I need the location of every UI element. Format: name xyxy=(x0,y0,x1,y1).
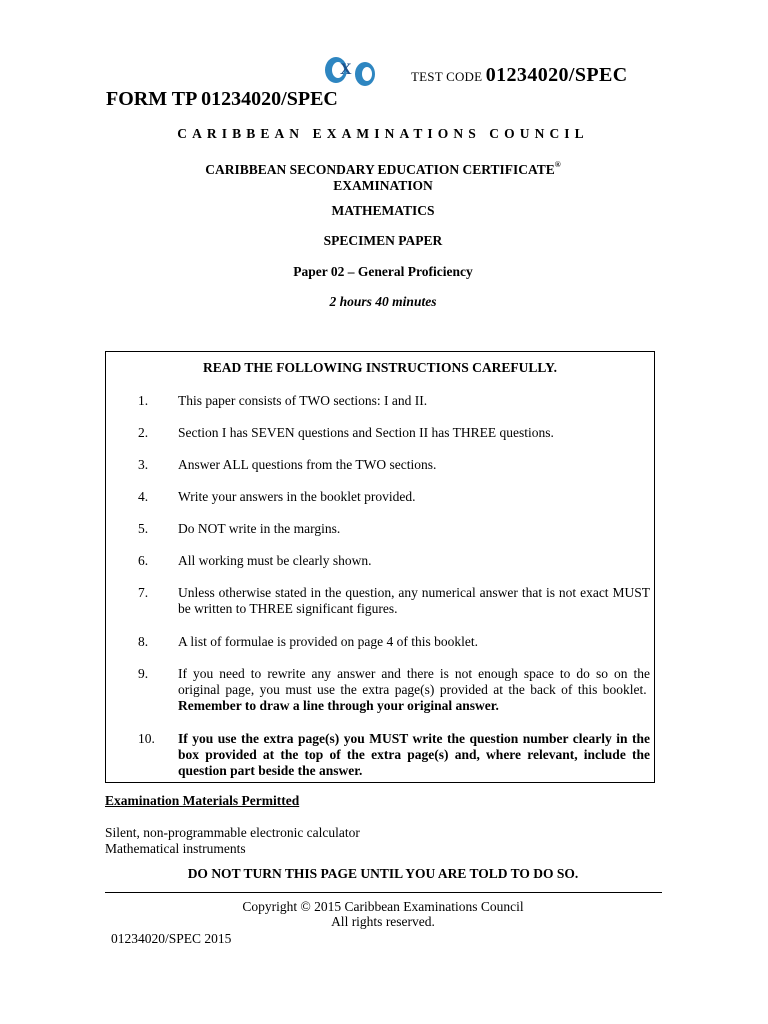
materials-heading: Examination Materials Permitted xyxy=(105,793,300,808)
instruction-number: 4. xyxy=(138,489,149,504)
instruction-number: 5. xyxy=(138,521,149,536)
test-code-label: TEST CODE xyxy=(411,69,483,84)
instructions-heading: READ THE FOLLOWING INSTRUCTIONS CAREFULLY. xyxy=(203,360,557,375)
instruction-number: 10. xyxy=(138,731,155,746)
instruction-text xyxy=(178,666,650,714)
instruction-number: 8. xyxy=(138,634,149,649)
instruction-number: 7. xyxy=(138,585,149,600)
instruction-text: This paper consists of TWO sections: I and II. xyxy=(178,393,428,408)
material-item: Mathematical instruments xyxy=(105,841,246,856)
paper-name: Paper 02 – General Proficiency xyxy=(293,264,473,279)
duration: 2 hours 40 minutes xyxy=(329,294,437,309)
instruction-text: Write your answers in the booklet provided. xyxy=(178,489,416,504)
instruction-text: All working must be clearly shown. xyxy=(178,553,372,568)
copyright xyxy=(105,899,661,929)
subject: MATHEMATICS xyxy=(331,203,435,218)
instruction-text: Do NOT write in the margins. xyxy=(178,521,341,536)
instruction-item xyxy=(138,731,650,779)
instruction-number: 9. xyxy=(138,666,149,681)
instruction-item xyxy=(138,393,650,409)
paper-type: SPECIMEN PAPER xyxy=(323,233,443,248)
instruction-item xyxy=(138,634,650,650)
instruction-number: 6. xyxy=(138,553,149,568)
instruction-item xyxy=(138,553,650,569)
instruction-number: 2. xyxy=(138,425,149,440)
rights-line: All rights reserved. xyxy=(331,914,435,929)
instruction-number: 3. xyxy=(138,457,149,472)
form-number: FORM TP 01234020/SPEC xyxy=(106,88,338,110)
instruction-plain-text: If you need to rewrite any answer and there is not enough space to do so on the original page, you must use the extra page(s) provided at the back of this booklet. xyxy=(178,666,650,697)
instruction-item xyxy=(138,425,650,441)
test-code-value: 01234020/SPEC xyxy=(485,64,628,86)
instruction-number: 1. xyxy=(138,393,149,408)
test-code xyxy=(411,64,628,87)
certificate-line1: CARIBBEAN SECONDARY EDUCATION CERTIFICATE xyxy=(205,162,555,177)
instruction-text: A list of formulae is provided on page 4 of this booklet. xyxy=(178,634,478,649)
instruction-item xyxy=(138,521,650,537)
footer-code: 01234020/SPEC 2015 xyxy=(111,931,232,946)
instruction-item xyxy=(138,489,650,505)
registered-mark: ® xyxy=(554,160,561,169)
council-name: CARIBBEAN EXAMINATIONS COUNCIL xyxy=(177,126,589,141)
instruction-text: Unless otherwise stated in the question, any numerical answer that is not exact MUST be written to THREE significant figures. xyxy=(178,585,650,616)
instruction-text: Section I has SEVEN questions and Section II has THREE questions. xyxy=(178,425,554,440)
instruction-item xyxy=(138,457,650,473)
certificate-line2: EXAMINATION xyxy=(333,178,433,193)
instruction-item xyxy=(138,666,650,714)
instruction-item xyxy=(138,585,650,617)
instructions-box xyxy=(105,351,655,783)
certificate-title xyxy=(105,157,661,194)
instruction-bold-text: If you use the extra page(s) you MUST write the question number clearly in the box provided at the top of the extra page(s) and, where relevant, include the question part beside the answer. xyxy=(178,731,650,778)
svg-text:X: X xyxy=(340,61,352,78)
cxc-logo xyxy=(322,52,378,88)
divider xyxy=(105,892,662,893)
material-item: Silent, non-programmable electronic calculator xyxy=(105,825,360,840)
instruction-bold-text: Remember to draw a line through your original answer. xyxy=(178,698,499,713)
copyright-line: Copyright © 2015 Caribbean Examinations Council xyxy=(242,899,524,914)
instruction-text: Answer ALL questions from the TWO sections. xyxy=(178,457,437,472)
warning-notice: DO NOT TURN THIS PAGE UNTIL YOU ARE TOLD TO DO SO. xyxy=(187,866,579,881)
